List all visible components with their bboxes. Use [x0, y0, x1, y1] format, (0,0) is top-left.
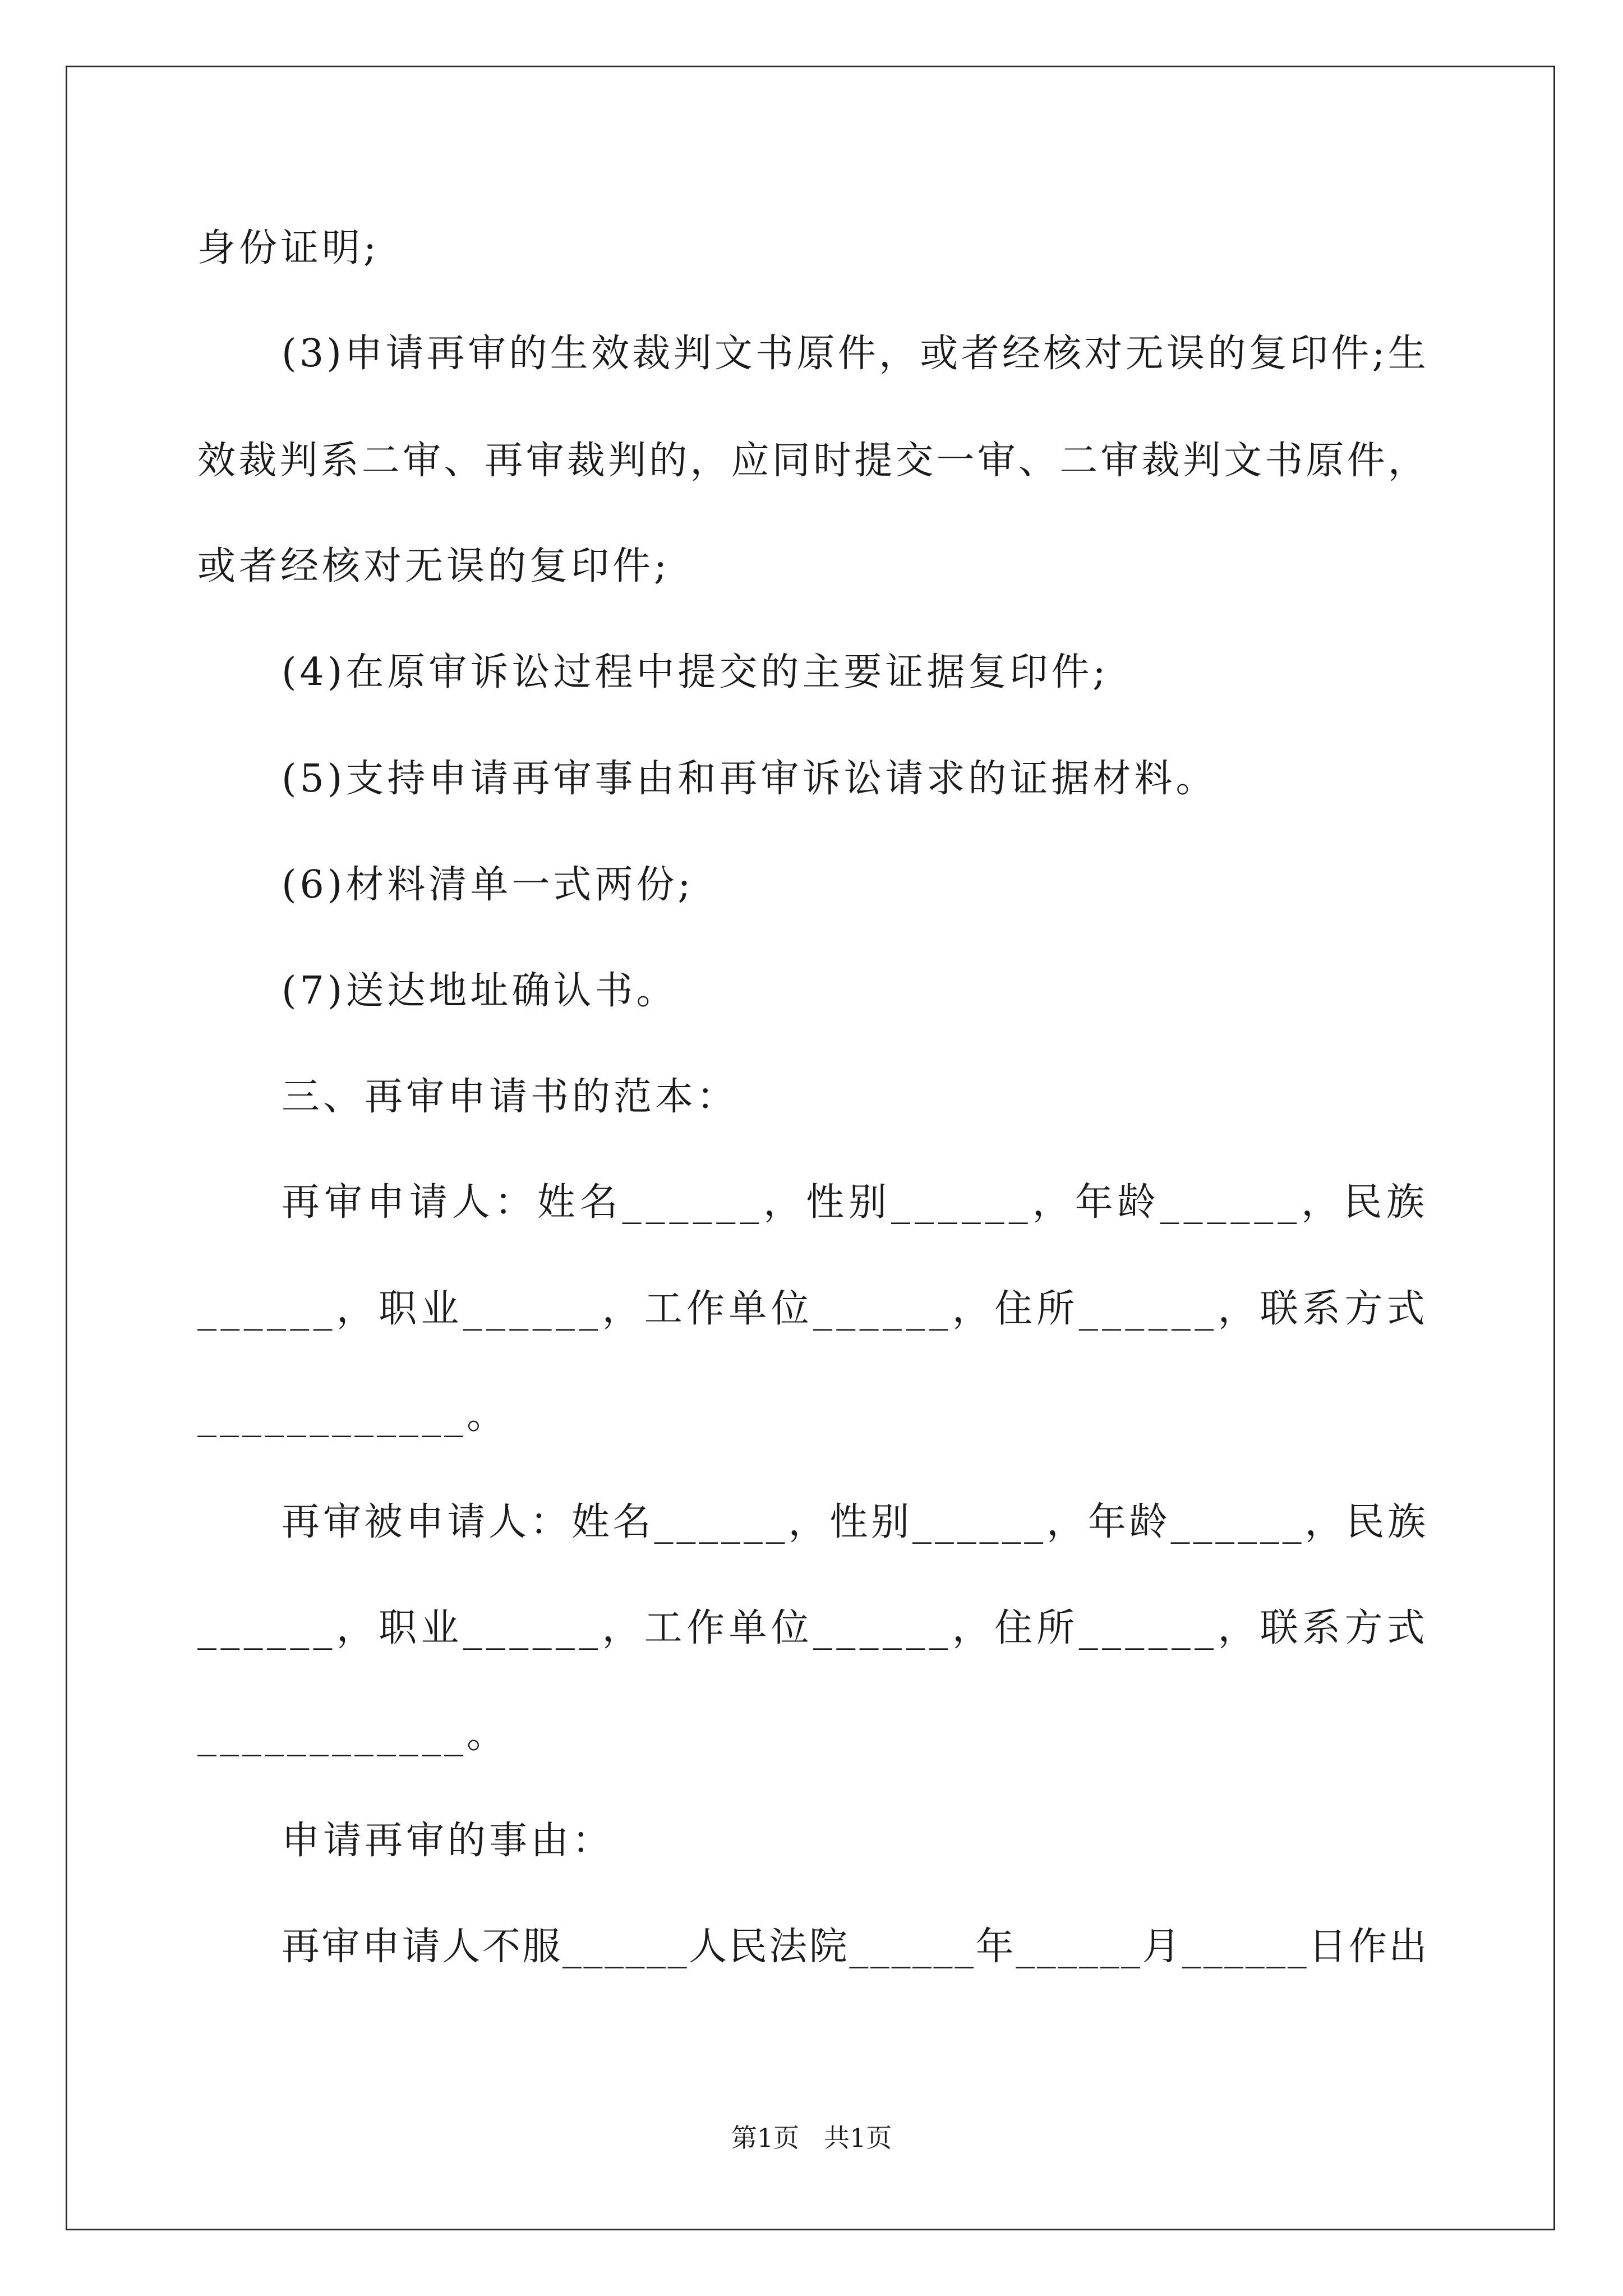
text-line: 身份证明; [197, 226, 380, 270]
page-total: 共1页 [823, 2123, 892, 2153]
page-footer [0, 2125, 1623, 2151]
text-line: (7)送达地址确认书。 [282, 969, 678, 1013]
text-line: (6)材料清单一式两份; [282, 863, 694, 907]
text-line: 三、再审申请书的范本： [282, 1075, 739, 1119]
text-line: (5)支持申请再审事由和再审诉讼请求的证据材料。 [282, 757, 1218, 801]
text-line: 申请再审的事由： [282, 1819, 614, 1863]
text-line: 再审被申请人：姓名______，性别______，年龄______，民族 [282, 1500, 1429, 1544]
footer-spacer [799, 2123, 824, 2153]
text-line: ____________。 [197, 1713, 509, 1757]
text-line: 效裁判系二审、再审裁判的，应同时提交一审、二审裁判文书原件， [197, 439, 1429, 483]
text-line: ______，职业______，工作单位______，住所______，联系方式 [197, 1287, 1429, 1331]
text-line: 或者经核对无误的复印件; [197, 544, 670, 588]
text-line: (4)在原审诉讼过程中提交的主要证据复印件; [282, 650, 1109, 694]
text-line: 再审申请人不服______人民法院______年______月______日作出 [282, 1925, 1429, 1969]
text-line: ____________。 [197, 1393, 509, 1438]
page-number: 第1页 [731, 2123, 800, 2153]
text-line: (3)申请再审的生效裁判文书原件，或者经核对无误的复印件;生 [282, 332, 1429, 376]
text-line: 再审申请人：姓名______，性别______，年龄______，民族 [282, 1180, 1429, 1225]
text-line: ______，职业______，工作单位______，住所______，联系方式 [197, 1606, 1429, 1650]
